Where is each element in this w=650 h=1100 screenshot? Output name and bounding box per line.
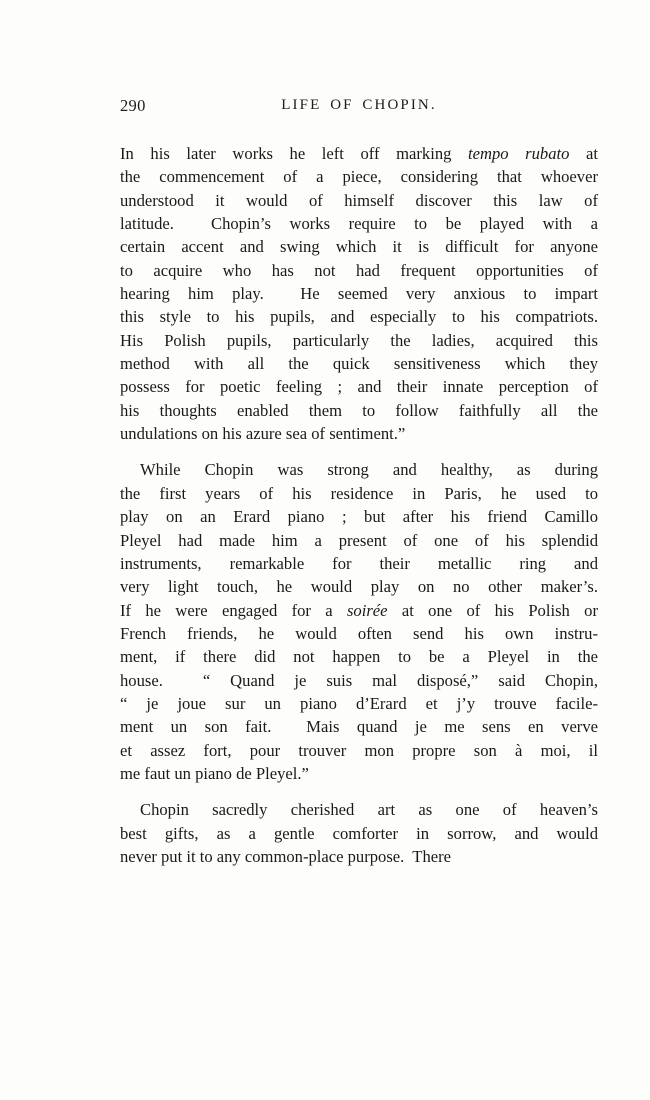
text-line: [120, 189, 598, 212]
para-quotation-rubato: [120, 142, 598, 445]
text-line: [120, 399, 598, 422]
text-line: [120, 762, 598, 785]
text-line: [120, 669, 598, 692]
text-run: If he were engaged for a: [120, 600, 347, 620]
text-run: hearing him play. He seemed very anxious to impart: [120, 284, 598, 304]
text-line: [120, 575, 598, 598]
text-line: [120, 798, 598, 821]
text-run: this style to his pupils, and especially to his compatriots.: [120, 307, 598, 327]
text-run: never put it to any common-place purpose. There: [120, 846, 451, 866]
text-run: Chopin sacredly cherished art as one of heaven’s: [140, 800, 598, 820]
text-line: [120, 422, 598, 445]
text-line: [120, 622, 598, 645]
text-line: [120, 715, 598, 738]
text-line: [120, 529, 598, 552]
text-run: ment, if there did not happen to be a Pleyel in the: [120, 647, 598, 667]
text-run: me faut un piano de Pleyel.”: [120, 763, 309, 783]
text-run: at one of his Polish or: [387, 600, 598, 620]
text-run: play on an Erard piano ; but after his friend Camillo: [120, 507, 598, 527]
text-run: “ je joue sur un piano d’Erard et j’y trouve facile-: [120, 693, 598, 713]
text-run: instruments, remarkable for their metallic ring and: [120, 553, 598, 573]
text-line: [120, 165, 598, 188]
text-line: [120, 692, 598, 715]
text-run: the first years of his residence in Paris, he used to: [120, 483, 598, 503]
text-run: certain accent and swing which it is difficult for anyone: [120, 237, 598, 257]
text-run: French friends, he would often send his own instru-: [120, 623, 598, 643]
running-head-title: LIFE OF CHOPIN.: [281, 97, 437, 113]
text-line: [120, 352, 598, 375]
text-run: to acquire who has not had frequent opportunities of: [120, 260, 598, 280]
text-line: [120, 259, 598, 282]
text-line: [120, 482, 598, 505]
text-line: [120, 599, 598, 622]
text-line: [120, 552, 598, 575]
text-run: undulations on his azure sea of sentiment.”: [120, 424, 406, 444]
body-text-block: [120, 142, 598, 868]
text-run: latitude. Chopin’s works require to be played with a: [120, 214, 598, 234]
italic-phrase: soirée: [346, 600, 388, 620]
folio-page-number: 290: [120, 96, 146, 115]
text-line: [120, 305, 598, 328]
text-run: While Chopin was strong and healthy, as during: [140, 460, 598, 480]
text-run: house. “ Quand je suis mal disposé,” said Chopin,: [120, 670, 598, 690]
text-line: [120, 235, 598, 258]
text-run: the commencement of a piece, considering that whoever: [120, 167, 598, 187]
text-run: His Polish pupils, particularly the ladies, acquired this: [120, 330, 598, 350]
text-line: [120, 282, 598, 305]
text-line: [120, 329, 598, 352]
text-line: [120, 212, 598, 235]
text-run: In his later works he left off marking: [120, 144, 469, 163]
text-line: [120, 822, 598, 845]
text-run: very light touch, he would play on no other maker’s.: [120, 577, 598, 597]
text-run: method with all the quick sensitiveness which they: [120, 354, 598, 374]
text-run: best gifts, as a gentle comforter in sorrow, and would: [120, 823, 598, 843]
para-erard-pleyel: [120, 458, 598, 785]
text-line: [120, 505, 598, 528]
text-line: [120, 142, 598, 165]
text-line: [120, 375, 598, 398]
text-line: [120, 845, 598, 868]
text-line: [120, 645, 598, 668]
text-run: Pleyel had made him a present of one of his splendid: [120, 530, 598, 550]
text-line: [120, 739, 598, 762]
text-run: ment un son fait. Mais quand je me sens en verve: [120, 717, 598, 737]
para-sacredly-cherished: [120, 798, 598, 868]
page-header: [120, 96, 598, 118]
text-run: possess for poetic feeling ; and their innate perception of: [120, 377, 598, 397]
text-line: [120, 458, 598, 481]
text-run: at: [569, 144, 598, 163]
text-run: his thoughts enabled them to follow faithfully all the: [120, 400, 598, 420]
text-run: understood it would of himself discover this law of: [120, 190, 598, 210]
text-run: et assez fort, pour trouver mon propre son à moi, il: [120, 740, 598, 760]
italic-phrase: tempo rubato: [468, 144, 570, 163]
